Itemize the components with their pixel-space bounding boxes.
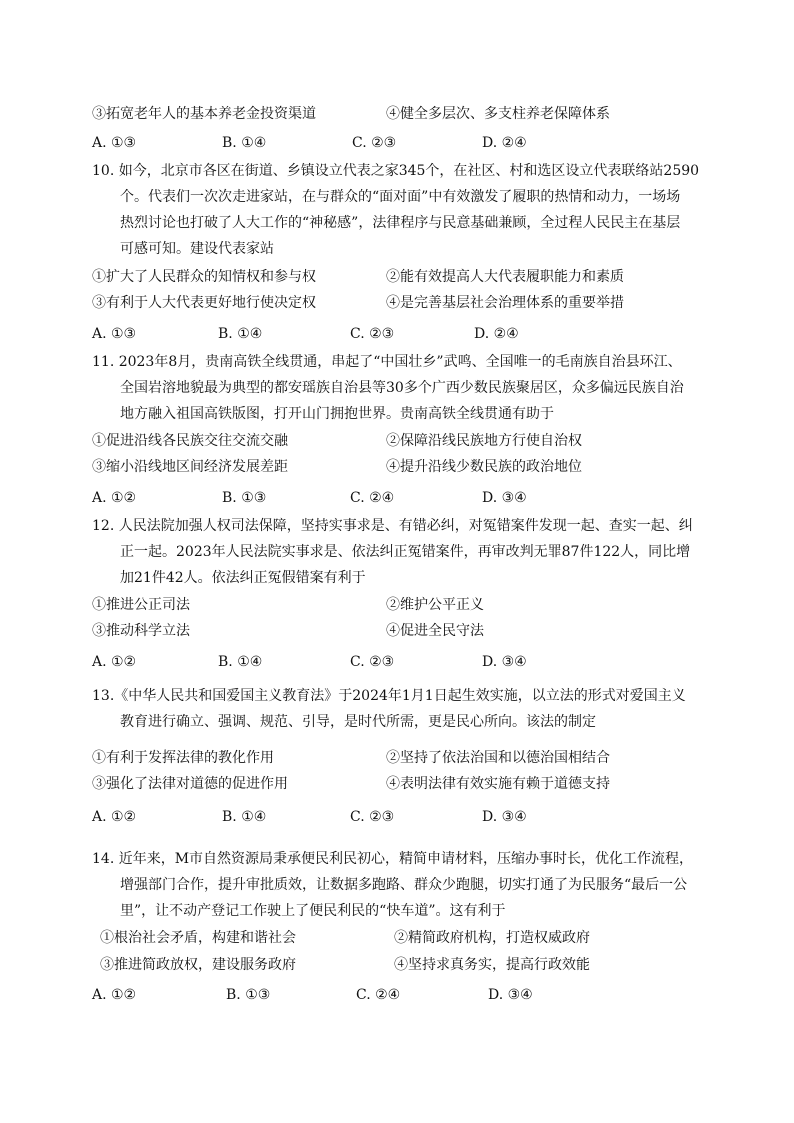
q14-answer-d: D. ③④ <box>488 987 533 1003</box>
q10-answer-b: B. ①④ <box>218 326 263 342</box>
q10-option-2: ②能有效提高人大代表履职能力和素质 <box>386 269 624 285</box>
q12-answer-d: D. ③④ <box>482 654 527 670</box>
q13-stem-line-2: 教育进行确立、强调、规范、引导，是时代所需，更是民心所向。该法的制定 <box>120 714 596 730</box>
q12-answer-b: B. ①④ <box>218 654 263 670</box>
q10-stem-line-2: 个。代表们一次次走进家站，在与群众的“面对面”中有效激发了履职的热情和动力，一场场 <box>120 189 681 205</box>
q14-option-3: ③推进简政放权，建设服务政府 <box>100 957 296 973</box>
q14-stem-line-1: 14. 近年来，M市自然资源局秉承便民利民初心，精简申请材料，压缩办事时长，优化工作流程， <box>92 851 694 867</box>
q14-answer-b: B. ①③ <box>226 987 271 1003</box>
q11-option-3: ③缩小沿线地区间经济发展差距 <box>92 459 288 475</box>
q12-answer-a: A. ①② <box>92 654 137 670</box>
q12-option-3: ③推动科学立法 <box>92 623 190 639</box>
q11-answer-d: D. ③④ <box>482 490 527 506</box>
q13-answer-b: B. ①④ <box>222 809 267 825</box>
q11-option-4: ④提升沿线少数民族的政治地位 <box>386 459 582 475</box>
q10-answer-c: C. ②③ <box>350 326 395 342</box>
q11-stem-line-2: 全国岩溶地貌最为典型的都安瑶族自治县等30多个广西少数民族聚居区，众多偏远民族自治 <box>120 380 684 396</box>
q13-option-1: ①有利于发挥法律的教化作用 <box>92 750 274 766</box>
q10-stem-line-4: 可感可知。建设代表家站 <box>120 241 274 257</box>
q11-answer-b: B. ①③ <box>222 490 267 506</box>
q10-answer-a: A. ①③ <box>92 326 137 342</box>
q14-stem-line-2: 增强部门合作，提升审批质效，让数据多跑路、群众少跑腿，切实打通了为民服务“最后一公 <box>120 877 688 893</box>
q13-option-4: ④表明法律有效实施有赖于道德支持 <box>386 776 610 792</box>
q9-option-3: ③拓宽老年人的基本养老金投资渠道 <box>92 106 316 122</box>
q13-option-2: ②坚持了依法治国和以德治国相结合 <box>386 750 610 766</box>
q11-stem-line-3: 地方融入祖国高铁版图，打开山门拥抱世界。贵南高铁全线贯通有助于 <box>120 406 554 422</box>
q10-option-1: ①扩大了人民群众的知情权和参与权 <box>92 269 316 285</box>
q10-answer-d: D. ②④ <box>474 326 519 342</box>
q14-answer-c: C. ②④ <box>356 987 401 1003</box>
q11-stem-line-1: 11. 2023年8月，贵南高铁全线贯通，串起了“中国壮乡”武鸣、全国唯一的毛南族自治县环江、 <box>92 354 682 370</box>
q9-answer-d: D. ②④ <box>482 135 527 151</box>
q9-answer-b: B. ①④ <box>222 135 267 151</box>
q10-option-3: ③有利于人大代表更好地行使决定权 <box>92 295 316 311</box>
q12-stem-line-1: 12. 人民法院加强人权司法保障，坚持实事求是、有错必纠，对冤错案件发现一起、查实一起、纠 <box>92 518 693 534</box>
q14-answer-a: A. ①② <box>92 987 137 1003</box>
q12-answer-c: C. ②③ <box>350 654 395 670</box>
q12-stem-line-3: 加21件42人。依法纠正冤假错案有利于 <box>120 570 366 586</box>
q13-stem-line-1: 13.《中华人民共和国爱国主义教育法》于2024年1月1日起生效实施，以立法的形式对爱国主义 <box>92 688 686 704</box>
q12-option-1: ①推进公正司法 <box>92 597 190 613</box>
q12-option-2: ②维护公平正义 <box>386 597 484 613</box>
q13-answer-d: D. ③④ <box>482 809 527 825</box>
q11-option-1: ①促进沿线各民族交往交流交融 <box>92 433 288 449</box>
q9-answer-a: A. ①③ <box>92 135 137 151</box>
q14-option-2: ②精简政府机构，打造权威政府 <box>394 930 590 946</box>
q10-stem-line-1: 10. 如今，北京市各区在街道、乡镇设立代表之家345个，在社区、村和选区设立代表联络站2590 <box>92 163 700 179</box>
q13-answer-a: A. ①② <box>92 809 137 825</box>
q9-option-4: ④健全多层次、多支柱养老保障体系 <box>386 106 610 122</box>
q11-answer-a: A. ①② <box>92 490 137 506</box>
q13-answer-c: C. ②③ <box>350 809 395 825</box>
q12-option-4: ④促进全民守法 <box>386 623 484 639</box>
q14-option-4: ④坚持求真务实，提高行政效能 <box>394 957 590 973</box>
q12-stem-line-2: 正一起。2023年人民法院实事求是、依法纠正冤错案件，再审改判无罪87件122人，同比增 <box>120 544 691 560</box>
q10-stem-line-3: 热烈讨论也打破了人大工作的“神秘感”，法律程序与民意基础兼顾，全过程人民民主在基层 <box>120 215 681 231</box>
q11-option-2: ②保障沿线民族地方行使自治权 <box>386 433 582 449</box>
q13-option-3: ③强化了法律对道德的促进作用 <box>92 776 288 792</box>
q11-answer-c: C. ②④ <box>350 490 395 506</box>
q9-answer-c: C. ②③ <box>352 135 397 151</box>
q14-option-1: ①根治社会矛盾，构建和谐社会 <box>100 930 296 946</box>
q10-option-4: ④是完善基层社会治理体系的重要举措 <box>386 295 624 311</box>
q14-stem-line-3: 里”，让不动产登记工作驶上了便民利民的“快车道”。这有利于 <box>120 903 506 919</box>
